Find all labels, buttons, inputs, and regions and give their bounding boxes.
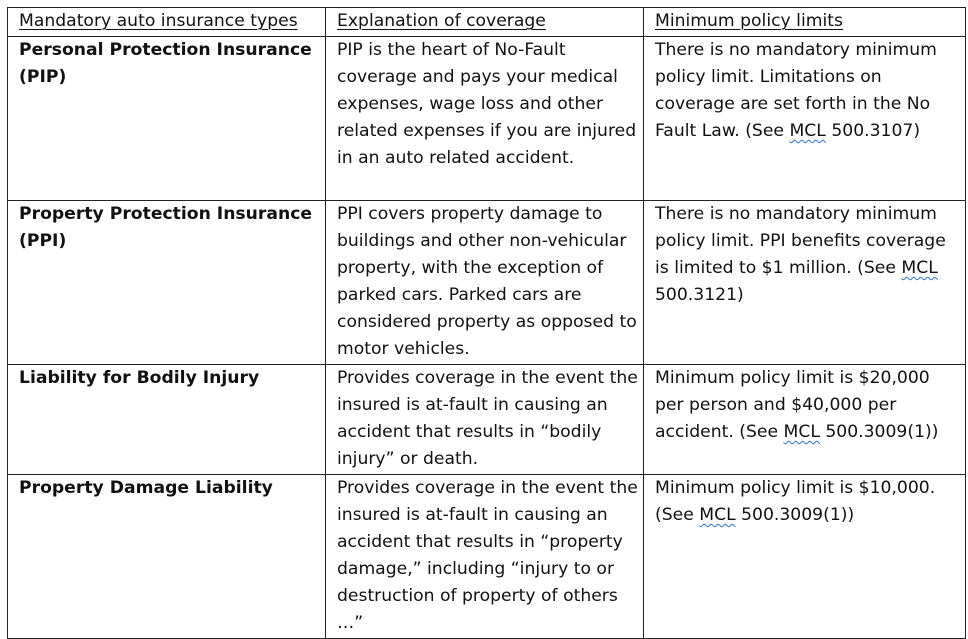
limits-cell: There is no mandatory minimum policy limit. Limitations on coverage are set forth in the No Fault Law. (See MCL 500.3107) <box>644 37 966 201</box>
document-page <box>7 7 965 639</box>
statute-reference: MCL <box>699 505 736 525</box>
table-row <box>8 475 966 639</box>
insurance-type-cell: Property Damage Liability <box>8 475 326 639</box>
explanation-cell: PIP is the heart of No-Fault coverage and pays your medical expenses, wage loss and other related expenses if you are injured in an auto related accident. <box>326 37 644 201</box>
insurance-type-cell: Liability for Bodily Injury <box>8 365 326 475</box>
insurance-type-cell: Property Protection Insurance (PPI) <box>8 201 326 365</box>
table-row <box>8 201 966 365</box>
explanation-cell: PPI covers property damage to buildings and other non-vehicular property, with the exception of parked cars. Parked cars are considered property as opposed to motor vehicles. <box>326 201 644 365</box>
insurance-type-cell: Personal Protection Insurance (PIP) <box>8 37 326 201</box>
statute-reference: MCL <box>901 258 938 278</box>
header-row <box>8 8 966 37</box>
table-row <box>8 365 966 475</box>
header-minimum-limits: Minimum policy limits <box>644 8 966 37</box>
limits-cell: Minimum policy limit is $20,000 per person and $40,000 per accident. (See MCL 500.3009(1)) <box>644 365 966 475</box>
header-explanation: Explanation of coverage <box>326 8 644 37</box>
limits-cell: Minimum policy limit is $10,000. (See MCL 500.3009(1)) <box>644 475 966 639</box>
explanation-cell: Provides coverage in the event the insured is at-fault in causing an accident that results in “bodily injury” or death. <box>326 365 644 475</box>
insurance-types-table <box>7 7 966 639</box>
statute-reference: MCL <box>783 422 820 442</box>
limits-cell: There is no mandatory minimum policy limit. PPI benefits coverage is limited to $1 million. (See MCL 500.3121) <box>644 201 966 365</box>
explanation-cell: Provides coverage in the event the insured is at-fault in causing an accident that results in “property damage,” including “injury to or destruction of property of others …” <box>326 475 644 639</box>
table-row <box>8 37 966 201</box>
statute-reference: MCL <box>789 121 826 141</box>
header-insurance-types: Mandatory auto insurance types <box>8 8 326 37</box>
